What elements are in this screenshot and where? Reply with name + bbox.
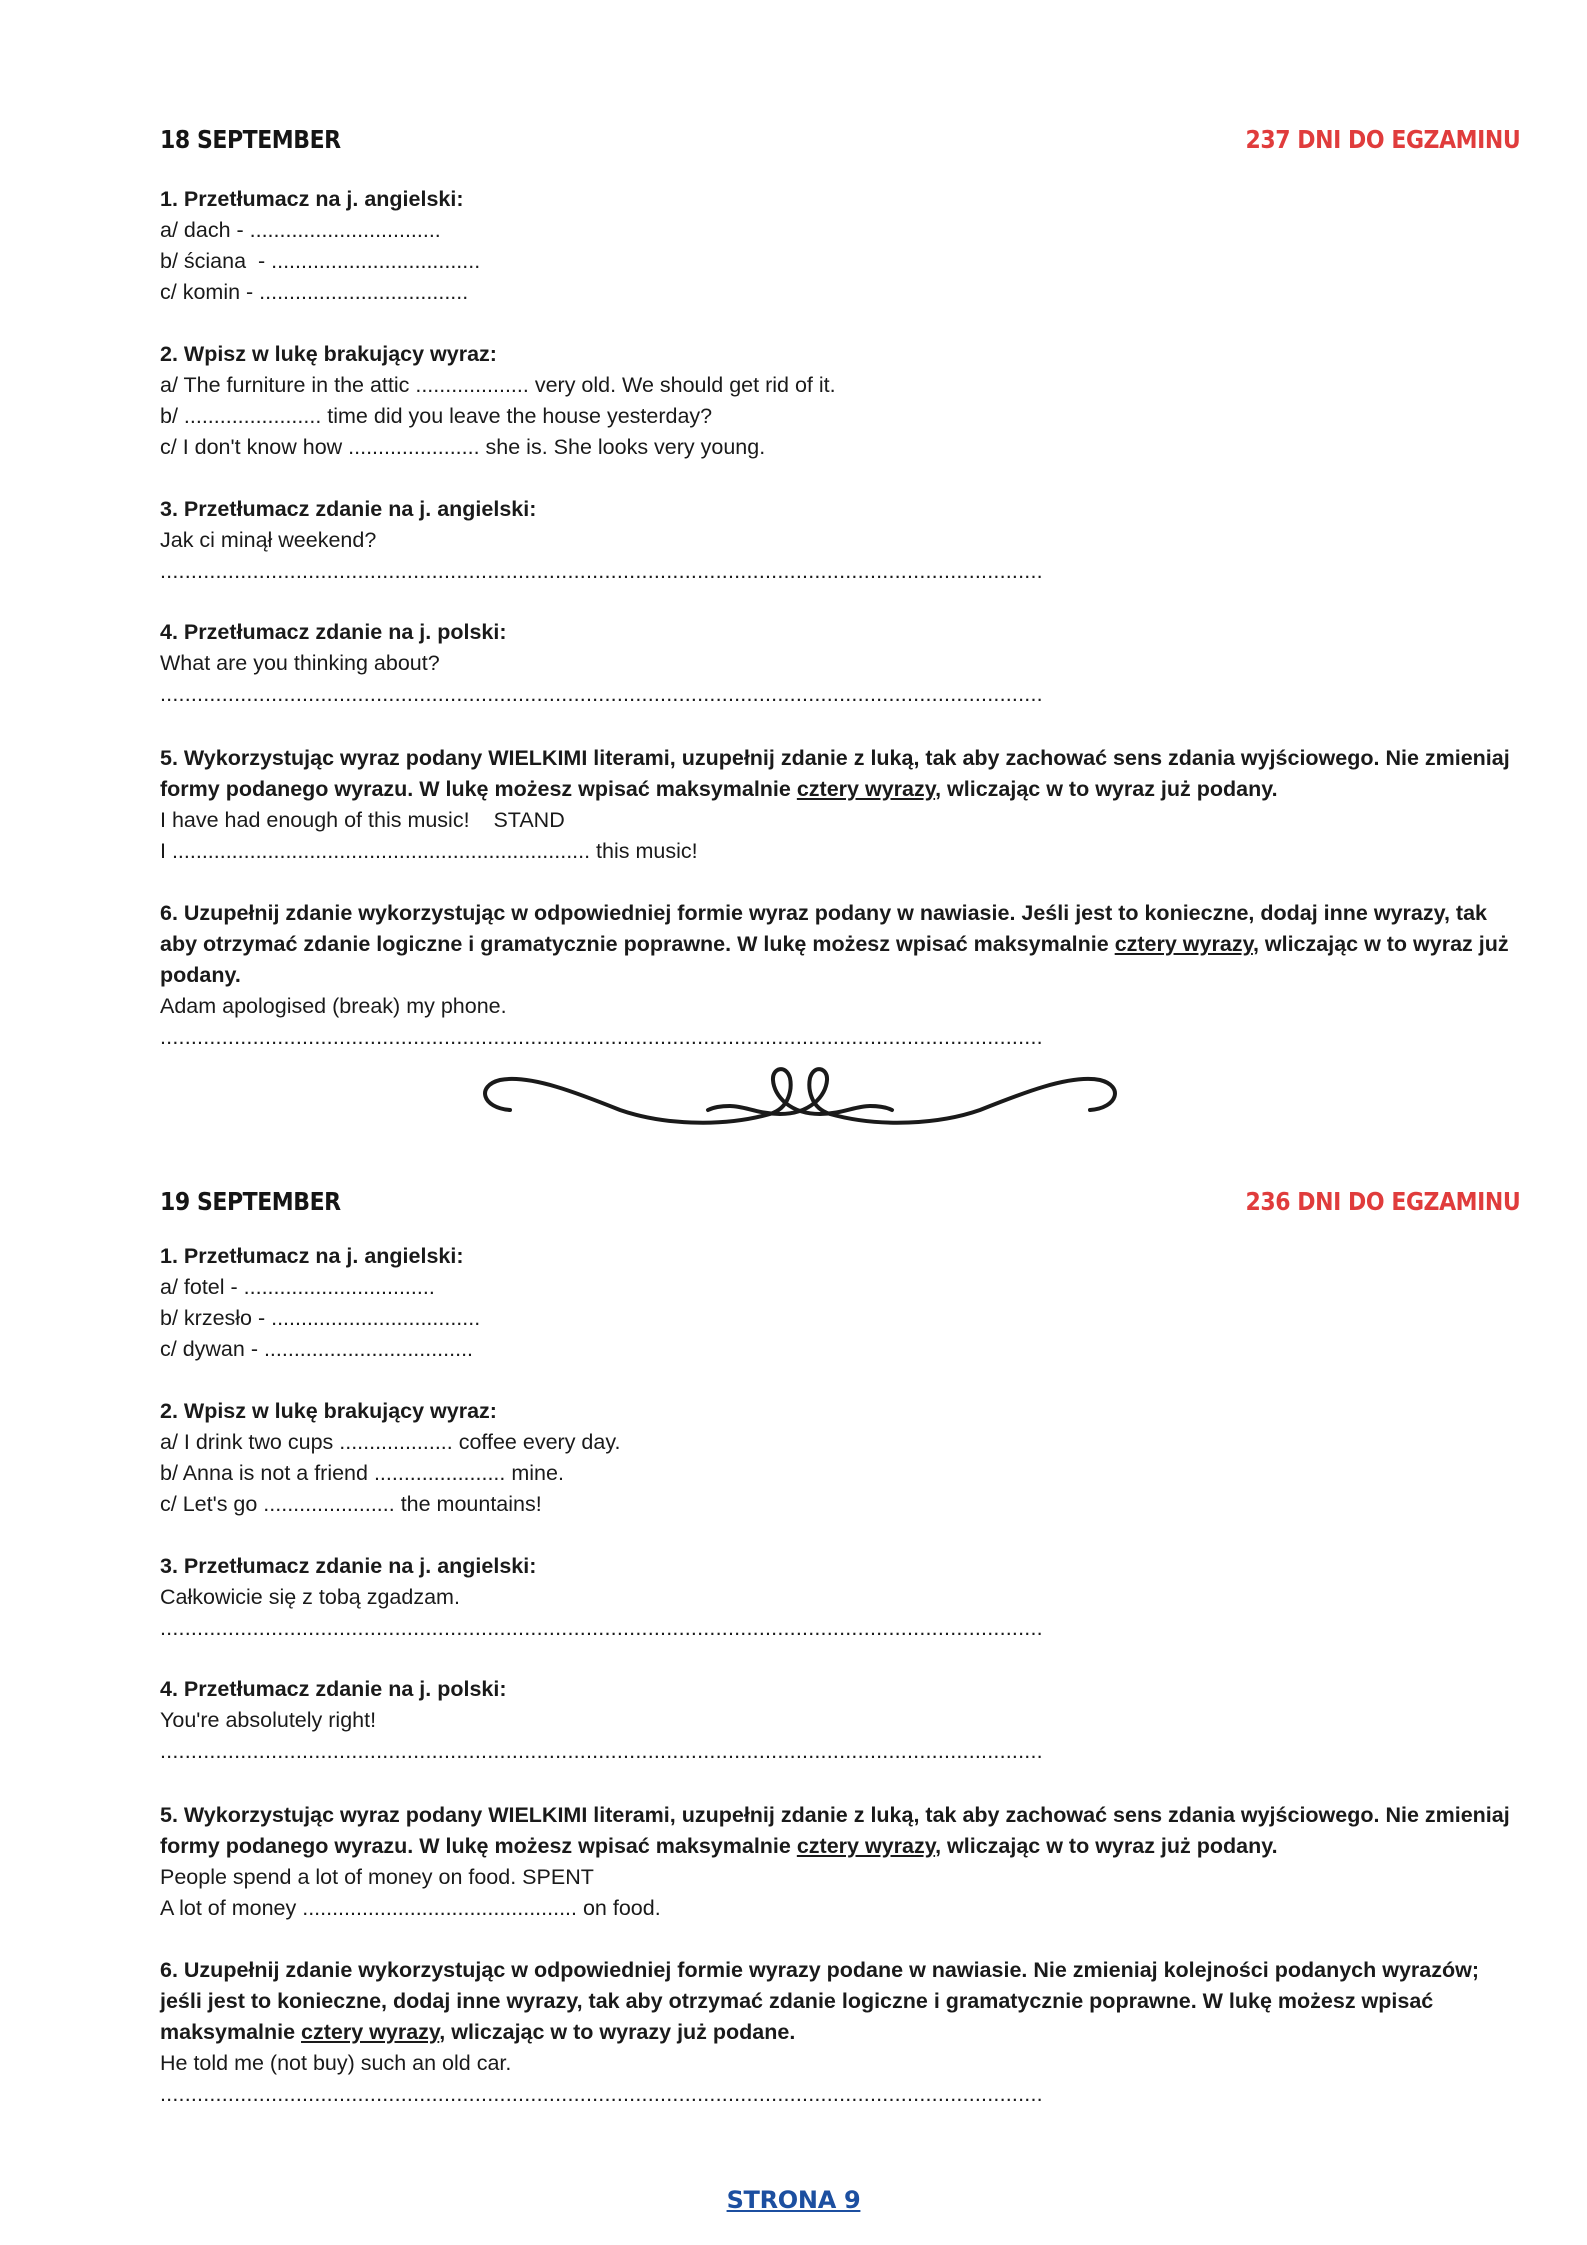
task-prompt: You're absolutely right! [160,1708,377,1732]
answer-line[interactable]: ............................................................................................................................................... [160,559,1043,583]
task-item: a/ dach - ................................ [160,218,441,242]
task-5-key-word-transformation [160,743,1520,867]
task-4-translate-sentence-pl [160,1674,1520,1767]
day-header [160,125,1520,165]
task-item: a/ fotel - ................................ [160,1275,435,1299]
task-item: b/ ....................... time did you leave the house yesterday? [160,404,713,428]
page-number-link[interactable]: STRONA 9 [726,2186,861,2214]
page-footer [0,2186,1587,2214]
question-text: 5. Wykorzystując wyraz podany WIELKIMI literami, uzupełnij zdanie z luką, tak aby zachować sens zdania wyjściowego. Nie zmieniaj formy podanego wyrazu. W lukę możesz wpisać maksymalnie [160,1803,1510,1858]
task-prompt: People spend a lot of money on food. SPENT [160,1865,594,1889]
task-item: c/ I don't know how ...................... she is. She looks very young. [160,435,766,459]
task-question [160,1800,1520,1862]
exam-countdown: 236 DNI DO EGZAMINU [1245,1187,1520,1216]
underlined-emphasis: cztery wyrazy [1114,932,1253,956]
task-question: 1. Przetłumacz na j. angielski: [160,1244,464,1268]
task-6-sentence-completion [160,898,1520,1053]
task-2-fill-gap [160,339,1520,463]
task-1-translate-words [160,1241,1520,1365]
task-question: 4. Przetłumacz zdanie na j. polski: [160,620,507,644]
gap-sentence[interactable]: I ...................................................................... this music! [160,839,698,863]
underlined-emphasis: cztery wyrazy [796,1834,936,1858]
task-prompt: Adam apologised (break) my phone. [160,994,507,1018]
exam-countdown: 237 DNI DO EGZAMINU [1245,125,1520,154]
task-5-key-word-transformation [160,1800,1520,1924]
day-title: 19 SEPTEMBER [160,1187,341,1216]
decorative-flourish-divider [470,1058,1130,1128]
task-item: c/ dywan - ................................... [160,1337,474,1361]
day-header [160,1187,1520,1227]
task-item: b/ ściana - ................................... [160,249,481,273]
answer-line[interactable]: ............................................................................................................................................... [160,1739,1043,1763]
day-title: 18 SEPTEMBER [160,125,341,154]
answer-line[interactable]: ............................................................................................................................................... [160,2082,1043,2106]
gap-sentence[interactable]: A lot of money .............................................. on food. [160,1896,661,1920]
task-3-translate-sentence-en [160,494,1520,587]
task-item: a/ I drink two cups ................... coffee every day. [160,1430,621,1454]
task-question [160,898,1520,991]
task-question: 4. Przetłumacz zdanie na j. polski: [160,1677,507,1701]
task-3-translate-sentence-en [160,1551,1520,1644]
task-prompt: Jak ci minął weekend? [160,528,377,552]
task-2-fill-gap [160,1396,1520,1520]
task-prompt: Całkowicie się z tobą zgadzam. [160,1585,460,1609]
flourish-right [708,1069,1115,1123]
task-4-translate-sentence-pl [160,617,1520,710]
answer-line[interactable]: ............................................................................................................................................... [160,1025,1043,1049]
task-prompt: He told me (not buy) such an old car. [160,2051,512,2075]
question-text: , wliczając w to wyrazy już podane. [439,2020,796,2044]
task-item: c/ Let's go ...................... the mountains! [160,1492,542,1516]
task-item: b/ krzesło - ................................... [160,1306,481,1330]
underlined-emphasis: cztery wyrazy [301,2020,440,2044]
task-question: 3. Przetłumacz zdanie na j. angielski: [160,1554,537,1578]
question-text: 6. Uzupełnij zdanie wykorzystując w odpowiedniej formie wyraz podany w nawiasie. Jeśli jest to konieczne, dodaj inne wyrazy, tak aby otrzymać zdanie logiczne i gramatycznie poprawne. W lukę możesz wpisać maksymalnie [160,901,1487,956]
answer-line[interactable]: ............................................................................................................................................... [160,682,1043,706]
question-text: 5. Wykorzystując wyraz podany WIELKIMI literami, uzupełnij zdanie z luką, tak aby zachować sens zdania wyjściowego. Nie zmieniaj formy podanego wyrazu. W lukę możesz wpisać maksymalnie [160,746,1510,801]
underlined-emphasis: cztery wyrazy [796,777,936,801]
task-question [160,1955,1520,2048]
question-text: 6. Uzupełnij zdanie wykorzystując w odpowiedniej formie wyrazy podane w nawiasie. Nie zmieniaj kolejności podanych wyrazów; jeśli jest to konieczne, dodaj inne wyrazy, tak aby otrzymać zdanie logiczne i gramatycznie poprawne. W lukę możesz wpisać maksymalnie [160,1958,1479,2044]
task-prompt: What are you thinking about? [160,651,440,675]
task-prompt: I have had enough of this music! STAND [160,808,565,832]
task-6-sentence-completion [160,1955,1520,2110]
task-question: 2. Wpisz w lukę brakujący wyraz: [160,1399,497,1423]
task-item: c/ komin - ................................... [160,280,469,304]
task-item: a/ The furniture in the attic ................... very old. We should get rid of it. [160,373,836,397]
task-item: b/ Anna is not a friend ...................... mine. [160,1461,564,1485]
answer-line[interactable]: ............................................................................................................................................... [160,1616,1043,1640]
task-question: 1. Przetłumacz na j. angielski: [160,187,464,211]
question-text: , wliczając w to wyraz już podany. [160,932,1509,987]
question-text: , wliczając w to wyraz już podany. [935,777,1278,801]
task-question [160,743,1520,805]
task-question: 3. Przetłumacz zdanie na j. angielski: [160,497,537,521]
question-text: , wliczając w to wyraz już podany. [935,1834,1278,1858]
task-1-translate-words [160,184,1520,308]
task-question: 2. Wpisz w lukę brakujący wyraz: [160,342,497,366]
